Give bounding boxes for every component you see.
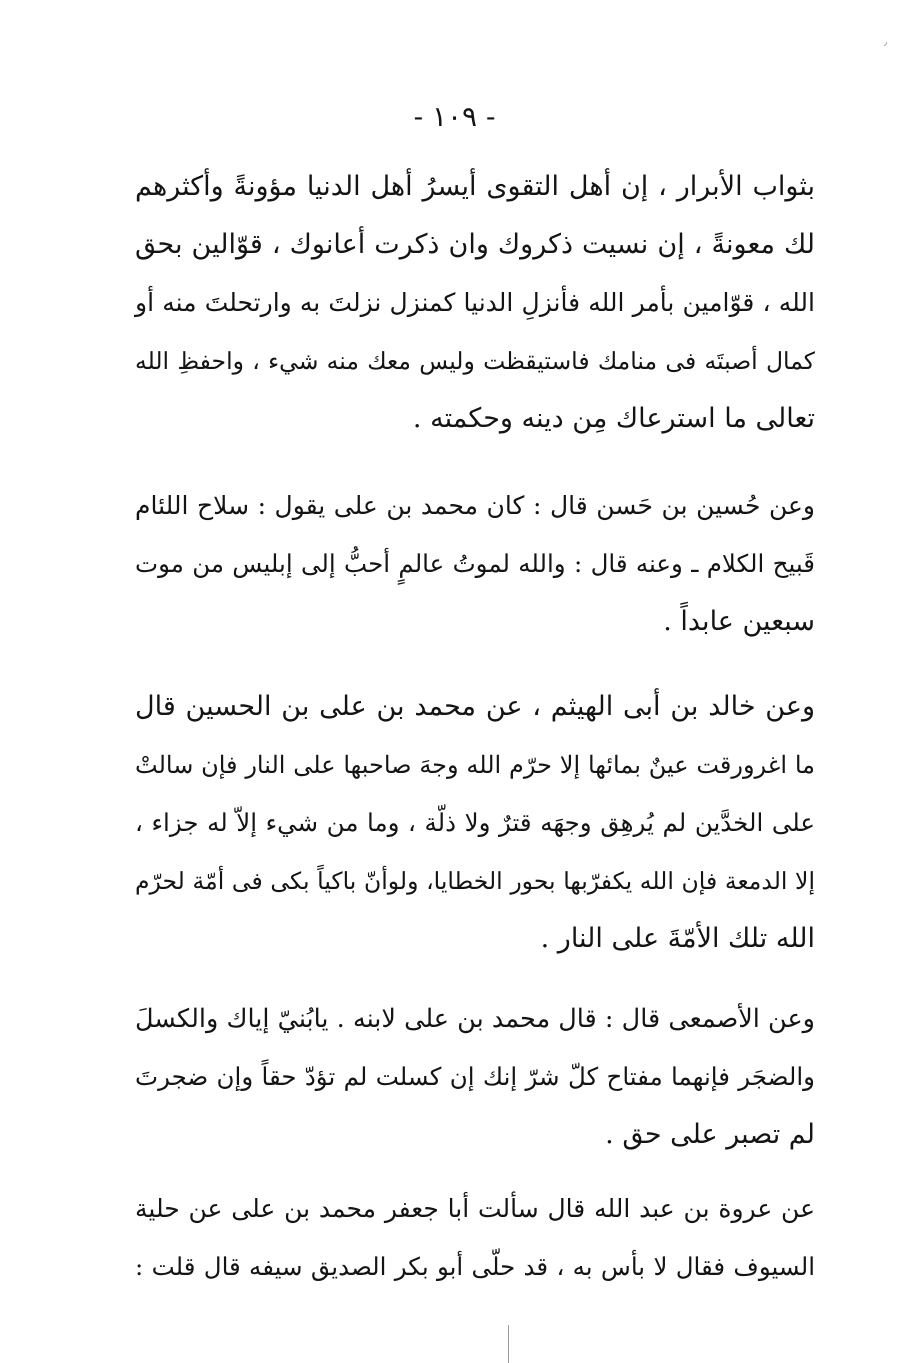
paragraph-3 [135,678,815,968]
text-line: ما اغرورقت عينٌ بمائها إلا حرّم الله وجهَ صاحبها على النار فإن سالتْ [135,751,815,779]
text-line: عن عروة بن عبد الله قال سألت أبا جعفر محمد بن على عن حلية [135,1194,815,1223]
text-line: على الخدَّين لم يُرهِق وجهَه قترٌ ولا ذلّة ، وما من شيء إلاّ له جزاء ، [135,808,815,837]
text-line: كمال أصبتَه فى منامك فاستيقظت وليس معك منه شيء ، واحفظِ الله [135,347,815,375]
text-line: تعالى ما استرعاك مِن دينه وحكمته . [412,403,815,434]
text-line: قَبيح الكلام ـ وعنه قال : والله لموتُ عالمٍ أحبُّ إلى إبليس من موت [135,549,815,578]
text-line: الله ، قوّامين بأمر الله فأنزلِ الدنيا كمنزل نزلتَ به وارتحلتَ منه أو [135,288,815,317]
paragraph-spacer [135,1164,815,1180]
text-line: لك معونةً ، إن نسيت ذكروك وان ذكرت أعانوك ، قوّالين بحق [135,229,815,260]
text-line: السيوف فقال لا بأس به ، قد حلّى أبو بكر الصديق سيفه قال قلت : [135,1252,815,1281]
paragraph-spacer [135,651,815,678]
text-line: لم تصبر على حق . [605,1119,815,1150]
text-line: وعن خالد بن أبى الهيثم ، عن محمد بن على بن الحسين قال [135,691,815,722]
paragraph-spacer [135,448,815,477]
paragraph-4 [135,990,815,1164]
text-line: وعن الأصمعى قال : قال محمد بن على لابنه . يابُنيّ إياك والكسلَ [135,1004,815,1034]
text-line: والضجَر فإنهما مفتاح كلّ شرّ إنك إن كسلت لم تؤدّ حقاً وإن ضجرتَ [135,1062,815,1091]
paragraph-1 [135,158,815,448]
paragraph-2 [135,477,815,651]
scan-gutter-line [508,1325,509,1363]
text-line: سبعين عابداً . [663,606,815,637]
paragraph-spacer [135,968,815,990]
paragraph-5 [135,1180,815,1296]
page-number: - ١٠٩ - [413,100,496,133]
margin-mark: ٫ [884,38,887,48]
text-line: بثواب الأبرار ، إن أهل التقوى أيسرُ أهل الدنيا مؤونةً وأكثرهم [135,171,815,202]
text-line: وعن حُسين بن حَسن قال : كان محمد بن على يقول : سلاح اللئام [135,491,815,520]
text-line: إلا الدمعة فإن الله يكفرّبها بحور الخطايا، ولوأنّ باكياً بكى فى أمّة لحرّم [135,867,815,895]
text-line: الله تلك الأمّةَ على النار . [540,923,815,954]
body-text [135,158,815,1296]
